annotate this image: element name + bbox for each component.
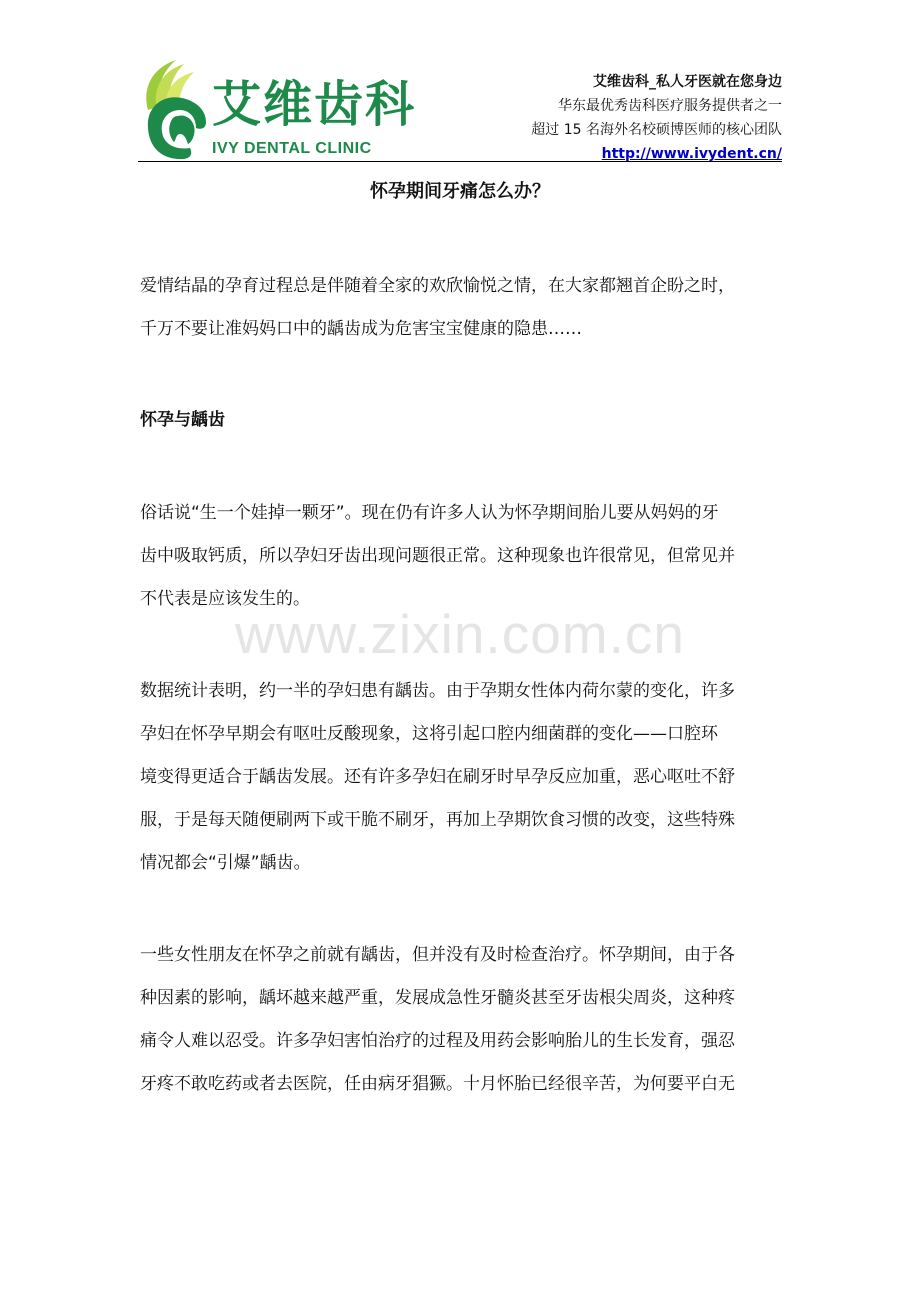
para1-line-3: 不代表是应该发生的。 [140, 589, 310, 609]
intro-line-1: 爱情结晶的孕育过程总是伴随着全家的欢欣愉悦之情，在大家都翘首企盼之时， [140, 276, 735, 296]
clinic-logo [138, 58, 417, 158]
header-divider [138, 161, 782, 162]
watermark: www.zixin.com.cn [235, 603, 685, 665]
intro-line-2: 千万不要让准妈妈口中的龋齿成为危害宝宝健康的隐患…… [140, 319, 582, 339]
para1-line-2: 齿中吸取钙质，所以孕妇牙齿出现问题很正常。这种现象也许很常见，但常见并 [140, 546, 735, 566]
logo-english-name: IVY DENTAL CLINIC [212, 140, 372, 157]
para3-line-1: 一些女性朋友在怀孕之前就有龋齿，但并没有及时检查治疗。怀孕期间，由于各 [140, 945, 735, 965]
para2-line-5: 情况都会“引爆”龋齿。 [140, 853, 311, 873]
tagline-1: 华东最优秀齿科医疗服务提供者之一 [558, 98, 782, 114]
tagline-2: 超过 15 名海外名校硕博医师的核心团队 [531, 122, 782, 138]
website-link[interactable]: http://www.ivydent.cn/ [601, 146, 782, 162]
para2-line-2: 孕妇在怀孕早期会有呕吐反酸现象，这将引起口腔内细菌群的变化——口腔环 [140, 724, 718, 744]
document-title: 怀孕期间牙痛怎么办？ [370, 181, 550, 202]
brand-slogan: 艾维齿科_私人牙医就在您身边 [593, 74, 782, 90]
para1-line-1: 俗话说“生一个娃掉一颗牙”。现在仍有许多人认为怀孕期间胎儿要从妈妈的牙 [140, 503, 719, 523]
section-heading: 怀孕与龋齿 [140, 410, 225, 430]
para3-line-4: 牙疼不敢吃药或者去医院，任由病牙猖獗。十月怀胎已经很辛苦，为何要平白无 [140, 1074, 735, 1094]
para3-line-2: 种因素的影响，龋坏越来越严重，发展成急性牙髓炎甚至牙齿根尖周炎，这种疼 [140, 988, 735, 1008]
para3-line-3: 痛令人难以忍受。许多孕妇害怕治疗的过程及用药会影响胎儿的生长发育，强忍 [140, 1031, 735, 1051]
para2-line-3: 境变得更适合于龋齿发展。还有许多孕妇在刷牙时早孕反应加重，恶心呕吐不舒 [140, 767, 735, 787]
document-body [140, 265, 784, 1106]
para2-line-1: 数据统计表明，约一半的孕妇患有龋齿。由于孕期女性体内荷尔蒙的变化，许多 [140, 681, 735, 701]
para2-line-4: 服，于是每天随便刷两下或干脆不刷牙，再加上孕期饮食习惯的改变，这些特殊 [140, 810, 735, 830]
tooth-leaf-logo-icon [138, 58, 216, 160]
logo-chinese-name: 艾维齿科 [212, 76, 417, 133]
document-header [138, 58, 782, 162]
header-info [531, 70, 782, 166]
